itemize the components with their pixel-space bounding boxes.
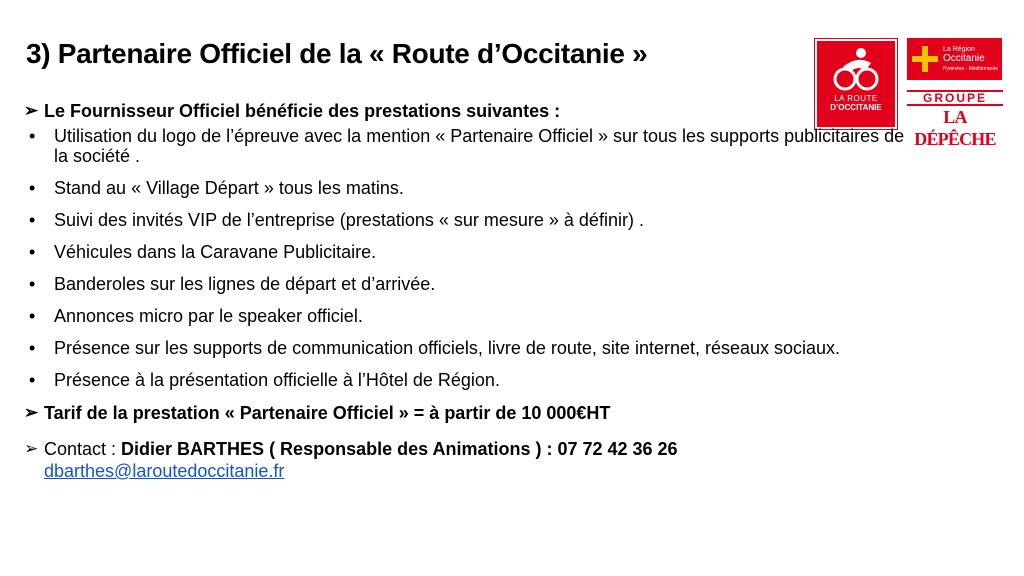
list-item: • Annonces micro par le speaker officiel. bbox=[24, 306, 914, 326]
route-logo-line2: D’OCCITANIE bbox=[830, 103, 882, 112]
list-item: • Véhicules dans la Caravane Publicitaire. bbox=[24, 242, 914, 262]
list-item: • Utilisation du logo de l’épreuve avec la mention « Partenaire Officiel » sur tous les supports publicitaires de la société . bbox=[24, 126, 914, 166]
la-depeche-logo bbox=[907, 90, 1003, 150]
section-heading-text: Le Fournisseur Officiel bénéficie des prestations suivantes : bbox=[44, 101, 561, 121]
contact-email-link[interactable]: dbarthes@laroutedoccitanie.fr bbox=[44, 461, 285, 481]
list-item: • Présence sur les supports de communication officiels, livre de route, site internet, réseaux sociaux. bbox=[24, 338, 914, 358]
contact-line bbox=[24, 438, 914, 482]
section-heading bbox=[24, 100, 914, 122]
depeche-logo-line2: LA DÉPÊCHE bbox=[914, 107, 996, 149]
list-item: • Présence à la présentation officielle à l’Hôtel de Région. bbox=[24, 370, 914, 390]
list-item: • Banderoles sur les lignes de départ et d’arrivée. bbox=[24, 274, 914, 294]
depeche-logo-line1: GROUPE bbox=[907, 90, 1003, 106]
page-title: 3) Partenaire Officiel de la « Route d’Occitanie » bbox=[26, 38, 648, 69]
arrow-bullet-icon: ➢ bbox=[24, 101, 39, 120]
region-occitanie-logo bbox=[907, 38, 1002, 80]
cyclist-icon bbox=[831, 45, 881, 93]
list-item: • Stand au « Village Départ » tous les matins. bbox=[24, 178, 914, 198]
region-logo-line3: Pyrénées - Méditerranée bbox=[943, 66, 999, 72]
benefits-list bbox=[24, 126, 914, 390]
arrow-bullet-icon: ➢ bbox=[24, 439, 39, 458]
route-logo-line1: LA ROUTE bbox=[834, 94, 878, 103]
contact-name: Didier BARTHES ( Responsable des Animations ) : 07 72 42 36 26 bbox=[121, 439, 678, 459]
region-logo-line2: Occitanie bbox=[943, 53, 985, 64]
tarif-text: Tarif de la prestation « Partenaire Officiel » = à partir de 10 000€HT bbox=[44, 403, 611, 423]
list-item: • Suivi des invités VIP de l’entreprise (prestations « sur mesure » à définir) . bbox=[24, 210, 914, 230]
tarif-line bbox=[24, 402, 914, 424]
occitan-cross-icon bbox=[911, 44, 939, 74]
contact-label: Contact : bbox=[44, 439, 122, 459]
slide-content bbox=[24, 100, 914, 482]
arrow-bullet-icon: ➢ bbox=[24, 403, 39, 422]
region-logo-line1: La Région bbox=[943, 46, 975, 53]
